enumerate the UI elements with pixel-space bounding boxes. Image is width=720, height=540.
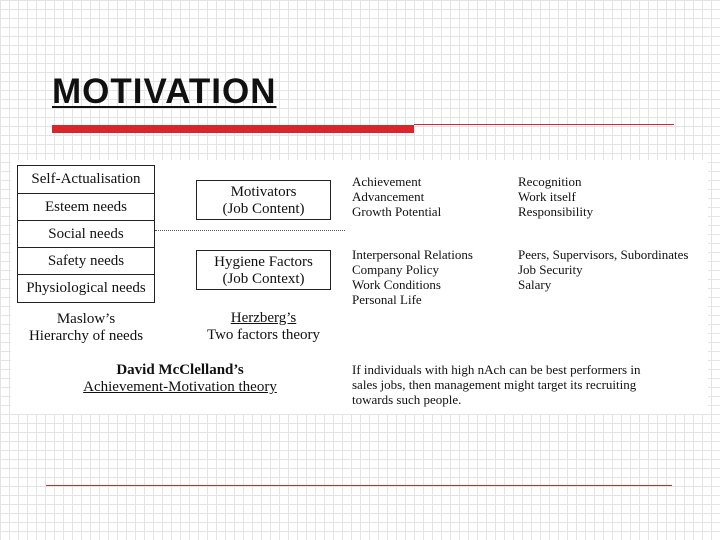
- slide-title: MOTIVATION: [52, 72, 277, 111]
- mcclelland-note-line: sales jobs, then management might target its recruiting: [352, 377, 637, 392]
- hygiene-item: Job Security: [518, 262, 583, 277]
- maslow-hierarchy: [17, 165, 155, 303]
- footer-accent-line: [46, 485, 672, 486]
- mcclelland-caption-line: David McClelland’s: [116, 362, 244, 378]
- divider-line: [155, 230, 345, 231]
- motivators-sublabel: (Job Content): [222, 201, 305, 217]
- title-accent-bar: [52, 125, 414, 133]
- maslow-caption-line: Maslow’s: [56, 311, 116, 327]
- herzberg-caption: [196, 310, 331, 344]
- maslow-caption-line: Hierarchy of needs: [28, 328, 144, 344]
- motivator-item: Work itself: [518, 189, 576, 204]
- maslow-level: Self-Actualisation: [18, 166, 154, 194]
- mcclelland-caption-line: Achievement-Motivation theory: [83, 379, 277, 395]
- hygiene-list-2: [518, 247, 688, 292]
- maslow-level: Physiological needs: [26, 280, 146, 296]
- herzberg-caption-line: Two factors theory: [206, 327, 321, 343]
- mcclelland-caption: [60, 362, 300, 396]
- motivators-box: [196, 180, 331, 220]
- hygiene-item: Interpersonal Relations: [352, 247, 473, 262]
- hygiene-label: Hygiene Factors: [214, 254, 313, 270]
- hygiene-item: Peers, Supervisors, Subordinates: [518, 247, 689, 262]
- motivator-list-2: [518, 174, 593, 219]
- maslow-level: Esteem needs: [18, 194, 154, 221]
- mcclelland-note: [352, 362, 640, 407]
- herzberg-caption-line: Herzberg’s: [230, 310, 297, 326]
- hygiene-box: [196, 250, 331, 290]
- mcclelland-note-line: If individuals with high nAch can be best performers in: [352, 362, 641, 377]
- motivator-item: Achievement: [352, 174, 422, 189]
- motivators-label: Motivators: [230, 184, 297, 200]
- maslow-caption: [17, 311, 155, 345]
- hygiene-list-1: [352, 247, 473, 307]
- title-accent-line: [414, 124, 674, 125]
- maslow-level: Safety needs: [18, 248, 154, 275]
- hygiene-item: Salary: [518, 277, 552, 292]
- hygiene-item: Personal Life: [352, 292, 422, 307]
- mcclelland-note-line: towards such people.: [352, 392, 462, 407]
- motivator-item: Recognition: [518, 174, 582, 189]
- maslow-level: Social needs: [18, 221, 154, 248]
- motivator-item: Advancement: [352, 189, 425, 204]
- hygiene-item: Company Policy: [352, 262, 440, 277]
- hygiene-sublabel: (Job Context): [222, 271, 305, 287]
- motivator-list-1: [352, 174, 441, 219]
- hygiene-item: Work Conditions: [352, 277, 441, 292]
- motivator-item: Growth Potential: [352, 204, 442, 219]
- motivator-item: Responsibility: [518, 204, 594, 219]
